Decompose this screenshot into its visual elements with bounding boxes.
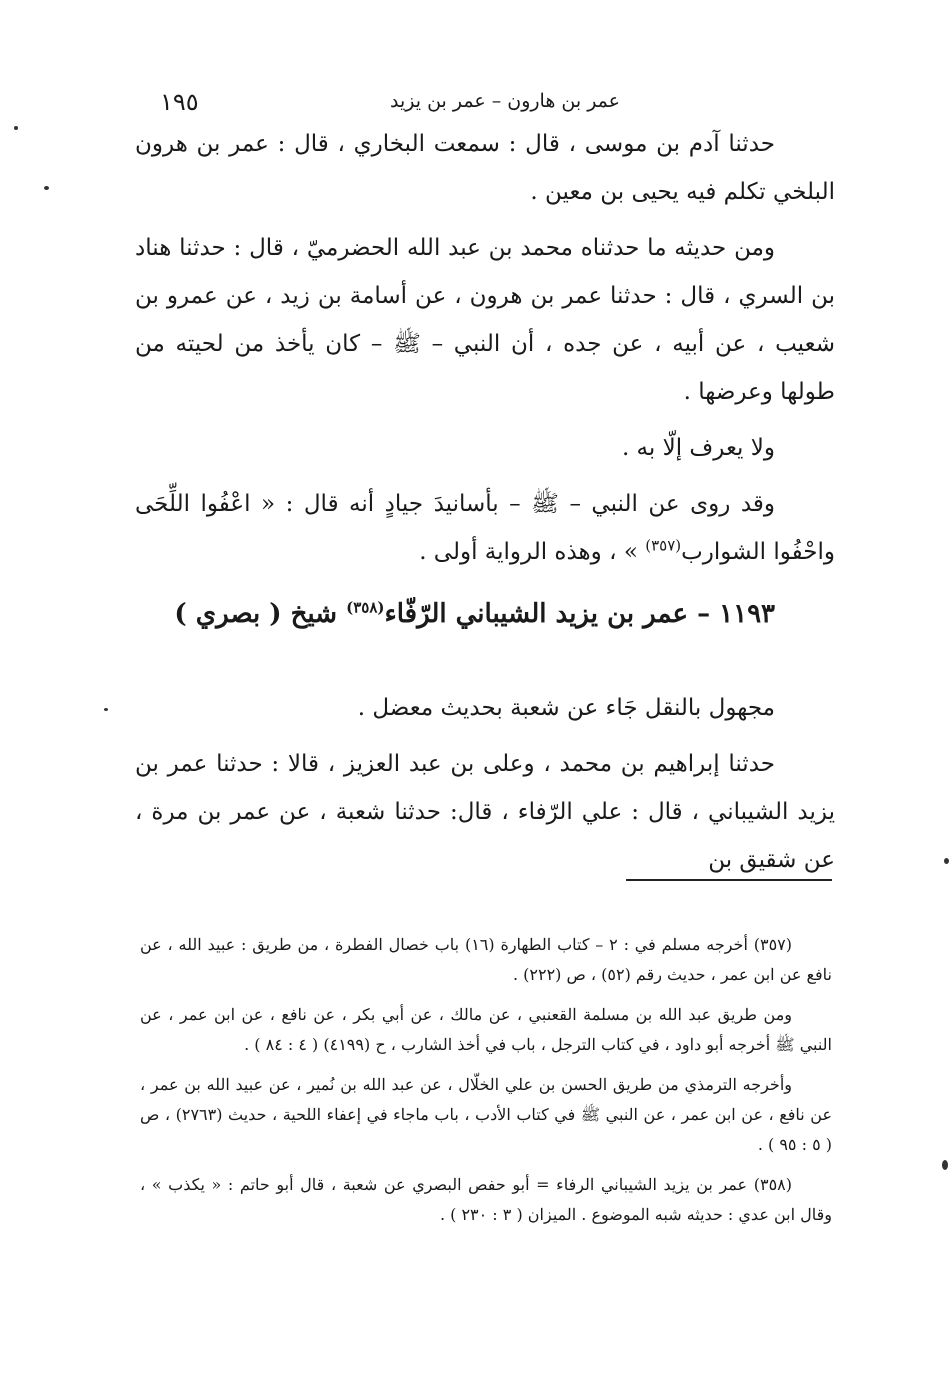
running-title: عمر بن هارون – عمر بن يزيد (390, 90, 620, 112)
footnote-358: (٣٥٨) عمر بن يزيد الشيباني الرفاء = أبو حفص البصري عن شعبة ، قال أبو حاتم : « يكذب » ، وقال ابن عدي : حديثه شبه الموضوع . الميزان ( ٣ : ٢٣٠ ) . (140, 1175, 832, 1224)
paragraph-4 (135, 480, 835, 576)
footnote-ref-358: (٣٥٨) (346, 598, 385, 617)
paragraph-1: حدثنا آدم بن موسى ، قال : سمعت البخاري ، قال : عمر بن هرون البلخي تكلم فيه يحيى بن معين . (135, 131, 835, 205)
scan-speck (944, 858, 949, 864)
footnote-357: (٣٥٧) أخرجه مسلم في : ٢ – كتاب الطهارة (١٦) باب خصال الفطرة ، من طريق : عبيد الله ، عن نافع عن ابن عمر ، حديث رقم (٥٢) ، ص (٢٢٢) . (140, 935, 832, 984)
footnotes (140, 930, 832, 1240)
main-text (135, 120, 835, 884)
paragraph-2: ومن حديثه ما حدثناه محمد بن عبد الله الحضرميّ ، قال : حدثنا هناد بن السري ، قال : حدثنا عمر بن هرون ، عن أسامة بن زيد ، عن عمرو بن شعيب ، عن أبيه ، عن جده ، أن النبي – ﷺ – كان يأخذ من لحيته من طولها وعرضها . (135, 235, 835, 405)
paragraph-4-end: » ، وهذه الرواية أولى . (419, 539, 646, 565)
paragraph-3: ولا يعرف إلّا به . (621, 435, 775, 461)
entry-heading-text: ١١٩٣ – عمر بن يزيد الشيباني الرّفّاء (384, 599, 775, 629)
footnote-357-continued-a: ومن طريق عبد الله بن مسلمة القعنبي ، عن مالك ، عن أبي بكر ، عن نافع ، عن ابن عمر ، عن النبي ﷺ أخرجه أبو داود ، في كتاب الترجل ، باب في أخذ الشارب ، ح (٤١٩٩) ( ٤ : ٨٤ ) . (140, 1005, 832, 1054)
entry-heading-end: شيخ ( بصري ) (174, 599, 347, 629)
scan-speck (44, 186, 49, 190)
paragraph-6: حدثنا إبراهيم بن محمد ، وعلى بن عبد العزيز ، قالا : حدثنا عمر بن يزيد الشيباني ، قال : علي الرّفاء ، قال: حدثنا شعبة ، عن عمر بن مرة ، عن شقيق بن (135, 751, 835, 873)
footnote-ref-357: (٣٥٧) (645, 536, 682, 555)
page-header (150, 86, 620, 120)
footnote-357-continued-b: وأخرجه الترمذي من طريق الحسن بن علي الخلّال ، عن عبد الله بن نُمير ، عن عبيد الله بن عمر ، عن نافع ، عن ابن عمر ، عن النبي ﷺ في كتاب الأدب ، باب ماجاء في إعفاء اللحية ، حديث (٢٧٦٣) ، ص ( ٥ : ٩٥ ) . (140, 1075, 833, 1154)
scan-speck (14, 126, 18, 130)
paragraph-5: مجهول بالنقل جَاء عن شعبة بحديث معضل . (357, 695, 775, 721)
scan-speck (104, 708, 108, 711)
scan-speck (942, 1160, 948, 1170)
footnote-separator (626, 879, 832, 881)
paragraph-4-text: وقد روى عن النبي – ﷺ – بأسانيدَ جيادٍ أنه قال : « اعْفُوا اللِّحَى واحْفُوا الشوارب (135, 491, 835, 565)
entry-heading (135, 590, 835, 638)
page-number: ١٩٥ (160, 88, 199, 116)
